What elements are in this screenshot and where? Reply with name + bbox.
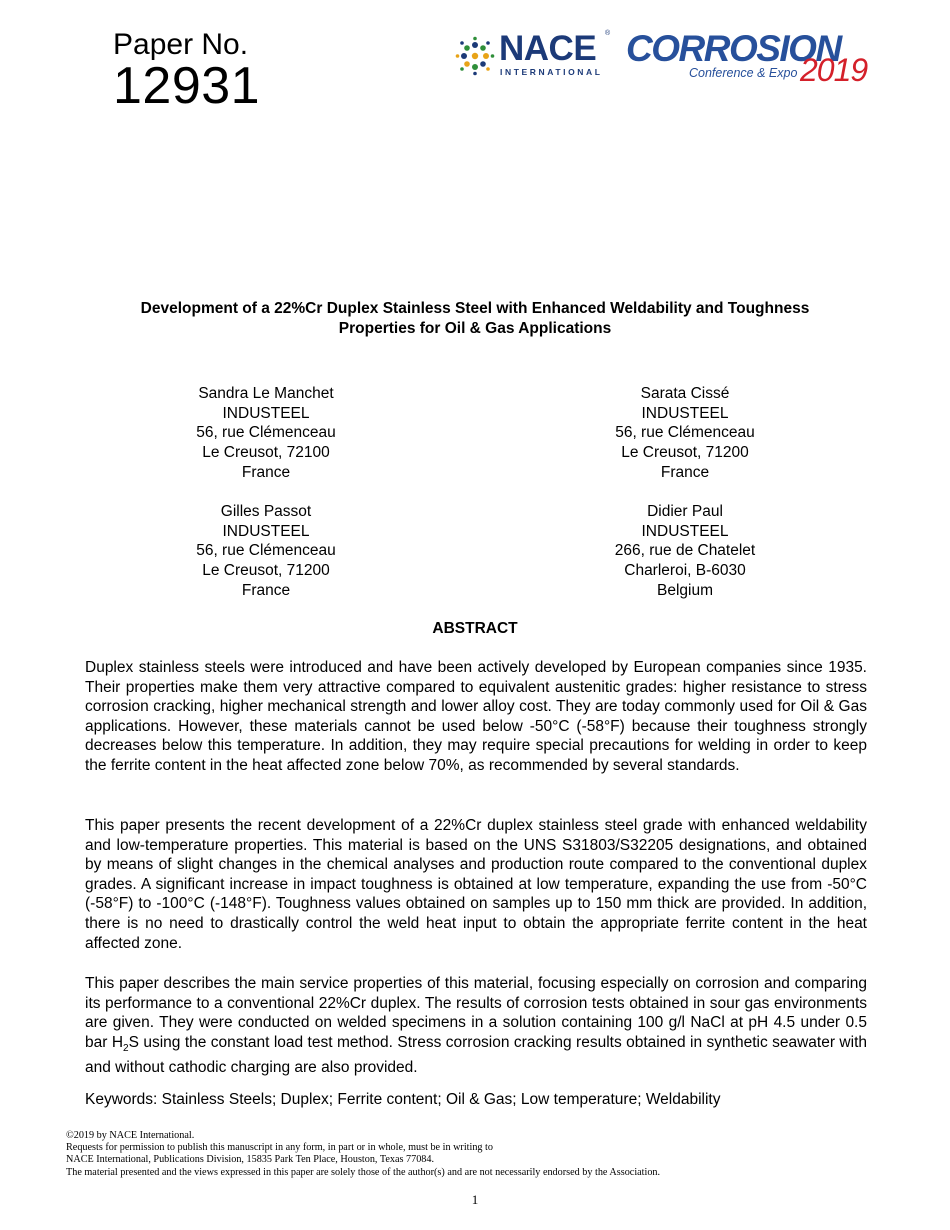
footer-notice [66, 1130, 660, 1179]
nace-wordmark: NACE [499, 29, 597, 68]
footer-copyright: ©2019 by NACE International. [66, 1130, 195, 1141]
abstract-paragraph-3 [85, 974, 867, 1078]
p3-text-after: S using the constant load test method. Stress corrosion cracking results obtained in synthetic seawater with and without cathodic charging are also provided. [85, 1033, 867, 1077]
paper-number: 12931 [113, 57, 261, 115]
author-org: INDUSTEEL [641, 404, 729, 422]
nace-subtitle: INTERNATIONAL [500, 67, 603, 77]
author-name: Didier Paul [647, 503, 723, 520]
author-city: Charleroi, B-6030 [624, 562, 746, 580]
author-street: 56, rue Clémenceau [196, 542, 336, 560]
author-country: France [660, 463, 710, 481]
corrosion-wordmark: CORROSION [626, 28, 841, 69]
title-line-1: Development of a 22%Cr Duplex Stainless Steel with Enhanced Weldability and Toughness [140, 300, 810, 317]
author-street: 266, rue de Chatelet [614, 542, 756, 560]
author-street: 56, rue Clémenceau [615, 424, 755, 442]
author-block [141, 384, 391, 483]
author-block [560, 502, 810, 601]
author-street: 56, rue Clémenceau [196, 424, 336, 442]
paper-number-block [113, 28, 261, 115]
footer-line: NACE International, Publications Division, 15835 Park Ten Place, Houston, Texas 77084. [66, 1154, 435, 1166]
author-org: INDUSTEEL [641, 522, 729, 540]
author-country: France [241, 581, 291, 599]
nace-logo [455, 29, 615, 80]
author-name: Sandra Le Manchet [198, 385, 334, 402]
nace-globe-icon [455, 36, 495, 76]
page-number: 1 [471, 1192, 479, 1207]
author-city: Le Creusot, 71200 [621, 444, 749, 462]
author-block [141, 502, 391, 601]
registered-mark: ® [605, 30, 611, 37]
conference-subtitle: Conference & Expo [689, 66, 798, 80]
conference-year: 2019 [800, 52, 868, 88]
paper-label: Paper No. [113, 28, 249, 61]
paper-title [95, 299, 855, 339]
author-country: France [241, 463, 291, 481]
author-name: Sarata Cissé [640, 385, 730, 402]
author-block [560, 384, 810, 483]
footer-line: The material presented and the views expressed in this paper are solely those of the author(s) and are not necessarily endorsed by the Association. [66, 1166, 661, 1178]
author-city: Le Creusot, 72100 [202, 444, 330, 462]
title-line-2: Properties for Oil & Gas Applications [338, 320, 612, 337]
author-name: Gilles Passot [220, 503, 312, 520]
p3-text-before: This paper describes the main service properties of this material, focusing especially on corrosion and comparing its performance to a conventional 22%Cr duplex. The results of corrosion tests obtained in sour gas environments are given. They were conducted on welded specimens in a solution containing 100 g/l NaCl at pH 4.5 under 0.5 bar H [85, 975, 867, 1051]
author-city: Le Creusot, 71200 [202, 562, 330, 580]
abstract-paragraph-2: This paper presents the recent development of a 22%Cr duplex stainless steel grade with enhanced weldability and low-temperature properties. This material is based on the UNS S31803/S32205 designations, and obtained by means of slight changes in the chemical analyses and production route compared to the conventional duplex grades. A significant increase in impact toughness is obtained at low temperature, expanding the use from -50°C (-58°F) to -100°C (-148°F). Toughness values obtained on samples up to 150 mm thick are provided. In addition, there is no need to drastically control the weld heat input to obtain the appropriate ferrite content in the heat affected zone. [85, 817, 867, 952]
p3-subscript: 2 [123, 1042, 129, 1054]
corrosion-conference-logo [626, 30, 886, 88]
author-org: INDUSTEEL [222, 522, 310, 540]
footer-line: Requests for permission to publish this manuscript in any form, in part or in whole, must be in writing to [66, 1142, 493, 1154]
abstract-heading: ABSTRACT [432, 620, 518, 637]
keywords: Keywords: Stainless Steels; Duplex; Ferrite content; Oil & Gas; Low temperature; Weldability [85, 1091, 721, 1108]
abstract-paragraph-1: Duplex stainless steels were introduced and have been actively developed by European companies since 1935. Their properties make them very attractive compared to equivalent austenitic grades: higher resistance to stress corrosion cracking, higher mechanical strength and lower alloy cost. They are today commonly used for Oil & Gas applications. However, these materials cannot be used below -50°C (-58°F) because their toughness strongly decreases below this temperature. In addition, they may require special precautions for welding in order to keep the ferrite content in the heat affected zone below 70%, as recommended by several standards. [85, 659, 867, 774]
author-country: Belgium [657, 581, 713, 599]
author-org: INDUSTEEL [222, 404, 310, 422]
